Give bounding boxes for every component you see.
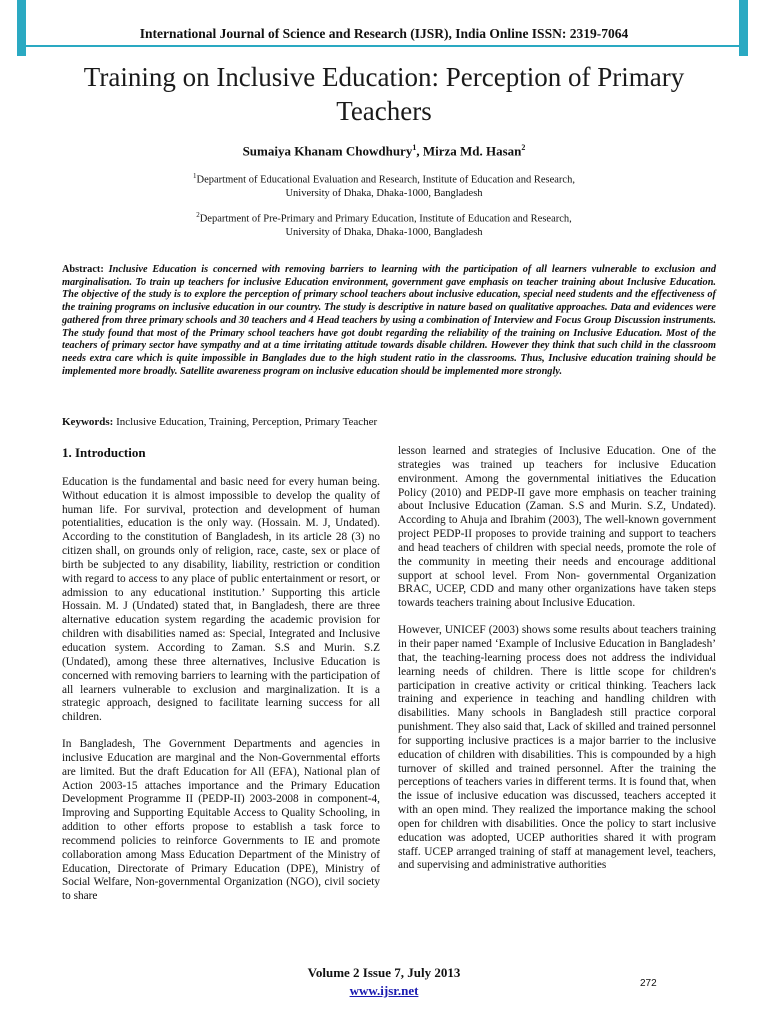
left-accent-bar [17, 0, 26, 56]
affiliation-1-sup: 1 [193, 172, 197, 180]
author-line [40, 143, 728, 159]
left-column [62, 446, 380, 917]
paragraph: lesson learned and strategies of Inclusive Education. One of the strategies was trained up teachers for inclusive Education environment. Among the governmental initiatives the Education Policy (2010) and PEDP-II gave more emphasis on teacher training about Inclusive Education (Zaman. S.S and Murin. S.Z, Undated). According to Ahuja and Ibrahim (2003), The well-known government project PEDP-II proposes to provide training and support to teachers and head teachers of children with special needs, promote the role of the community in meeting their needs and encourage additional support at school level. From Non- governmental Organization BRAC, UCEP, CDD and many other organizations have taken steps towards teachers training about Inclusive Education. [398, 445, 716, 610]
paragraph: However, UNICEF (2003) shows some results about teachers training in their paper named ‘Example of Inclusive Education in Bangladesh’ that, the teaching-learning process does not address the individual learning needs of children. There is little scope for children's participation in creative activity or critical thinking. Teachers lack training and experience in teaching and handling children with disabilities. Many schools in Bangladesh still practice corporal punishment. They also said that, Lack of skilled and trained personnel for supporting inclusive practices is a major barrier to the inclusive education of children with disabilities. This is compounded by a high turnover of skilled and trained personnel. After the training the perceptions of teachers varies in different terms. It is found that, when the issue of inclusive education was discussed, teachers accepted it with an open mind. They realized the importance making the school open for children with disabilities. Once the policy to start inclusive education was adopted, UCEP authorities shared it with program staff. UCEP arranged training of staff at management level, teachers, and supervising and administrative authorities [398, 624, 716, 872]
abstract [62, 264, 716, 378]
affiliation-2 [60, 209, 708, 239]
paragraph: Education is the fundamental and basic need for every human being. Without education it is almost impossible to develop the quality of human life. For survival, protection and development of human potentialities, education is the only way. (Hossain. M. J, Undated). According to the constitution of Bangladesh, in its article 28 (3) no citizen shall, on grounds only of religion, race, caste, sex or place of birth be subjected to any disability, liability, restriction or condition with regard to access to any place of public entertainment or resort, or admission to any educational institution.’ Supporting this article Hossain. M. J (Undated) stated that, in Bangladesh, there are three alternative education system regarding the academic provision for children with disabilities named as: Special, Integrated and Inclusive education system. According to Zaman. S.S and Murin. S.Z (Undated), among these three alternatives, Inclusive Education is concerned with removing barriers to learning with the participation of all learners vulnerable to exclusion and marginalization. It is a strategic approach, designed to facilitate learning success for all children. [62, 475, 380, 724]
author-2: Mirza Md. Hasan [422, 143, 522, 159]
journal-header: International Journal of Science and Research (IJSR), India Online ISSN: 2319-7064 [139, 26, 629, 41]
footer-issue: Volume 2 Issue 7, July 2013 [307, 965, 461, 980]
abstract-text: Inclusive Education is concerned with removing barriers to learning with the participation of all learners vulnerable to exclusion and marginalisation. To train up teachers for inclusive Education environment, government gave emphasis on teacher training about Inclusive Education. The objective of the study is to explore the perception of primary school teachers about inclusive education, special need students and the effectiveness of the training programs on inclusive education in our country. The study is descriptive in nature based on qualitative approaches. Data and evidences were gathered from three primary schools and 30 teachers and 4 Head teachers by using a combination of Interview and Focus Group Discussion instruments. The study found that most of the Primary school teachers have got doubt regarding the reliability of the training on Inclusive Education. Most of the teachers of primary sector have sympathy and at a time irritating attitude towards disable children. However they think that such child in the classroom needs extra care which is quite impossible in Banglades due to the high student ratio in the classrooms. Thus, Inclusive education training should be implemented more broadly. Satellite awareness program on inclusive education should be implemented more strongly. [62, 264, 716, 377]
author-1-sup: 1 [412, 143, 417, 152]
affiliation-1-line2: University of Dhaka, Dhaka-1000, Bangladesh [285, 187, 483, 199]
keywords [62, 416, 716, 429]
page-number: 272 [640, 978, 657, 989]
paper-title: Training on Inclusive Education: Perception of Primary Teachers [83, 62, 685, 126]
abstract-label: Abstract: [62, 264, 104, 275]
affiliation-1-line1: Department of Educational Evaluation and Research, Institute of Education and Research, [196, 174, 575, 186]
author-separator: , [416, 143, 423, 159]
affiliation-2-line1: Department of Pre-Primary and Primary Education, Institute of Education and Research, [199, 213, 572, 225]
paragraph: In Bangladesh, The Government Departments and agencies in inclusive Education are marginal and the Non-Governmental efforts are limited. But the draft Education for All (EFA), National plan of Action 2003-15 attaches importance and the Primary Education Development Programme II (PEDP-II) 2003-2008 in component-4, Improving and Supporting Equitable Access to Quality Schooling, in addition to other efforts propose to establish a task force to recommend policies to reinforce Governments to IE and promote collaboration among Mass Education Department of the Ministry of Education, Directorate of Primary Education (DPE), Ministry of Social Welfare, Non-governmental Organization (NGO), civil society to share [62, 738, 380, 903]
footer-website-link[interactable]: www.ijsr.net [349, 983, 419, 998]
affiliation-2-line2: University of Dhaka, Dhaka-1000, Bangladesh [285, 226, 483, 238]
right-column [398, 445, 716, 886]
right-accent-bar [739, 0, 748, 56]
keywords-text: Inclusive Education, Training, Perception, Primary Teacher [116, 416, 378, 428]
affiliation-1 [60, 170, 708, 200]
affiliation-2-sup: 2 [196, 211, 200, 219]
author-2-sup: 2 [521, 143, 526, 152]
keywords-label: Keywords: [62, 416, 114, 428]
author-1: Sumaiya Khanam Chowdhury [242, 143, 413, 159]
header-rule [26, 45, 739, 47]
section-heading-introduction: 1. Introduction [62, 445, 146, 460]
